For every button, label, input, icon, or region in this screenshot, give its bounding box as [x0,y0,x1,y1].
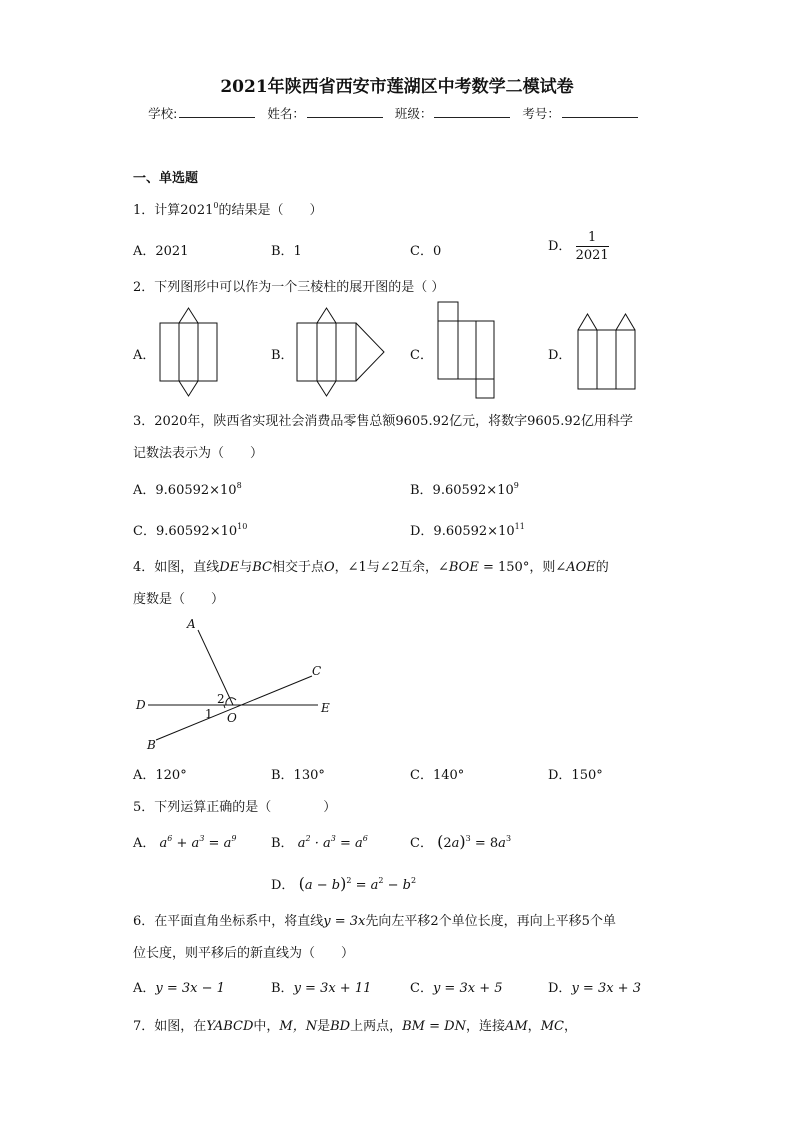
q4-line-bc: BC [252,560,272,575]
question-7-stem [133,1015,577,1034]
q4-angle-figure [130,612,350,752]
q5-option-b-expression: $a^2 \cdot a^3 = a^6$ [297,834,368,851]
q5-option-a-label: A． [133,836,156,851]
q4-option-b[interactable]: B．130° [271,768,325,783]
q4-option-a[interactable]: A．120° [133,768,187,783]
q2-net-figure-d [570,306,642,396]
q2-option-d-label[interactable]: D． [548,348,572,363]
student-info-line [0,104,794,122]
school-blank[interactable] [179,106,255,118]
q7-points-mn: M，N [279,1019,318,1034]
label-d: D [136,698,146,712]
q4-text-3: 相交于点 [271,560,324,575]
question-5-stem: 5．下列运算正确的是（ ） [133,800,337,815]
school-label: 学校: [148,106,178,121]
q6-option-c-label: C． [410,981,433,996]
q1-option-d[interactable] [548,229,609,264]
q7-text-6: ， [527,1019,541,1034]
q1-stem-prefix: 1．计算2021 [133,203,214,218]
q4-angle-aoe: AOE [566,560,596,575]
q3-option-a[interactable] [133,479,242,498]
q4-text-6: 的 [595,560,609,575]
q5-option-c-expression: $(2a)^3 = 8a^3$ [437,832,512,851]
q7-segment-am: AM [504,1019,528,1034]
label-b: B [147,738,156,752]
q7-segment-bd: BD [330,1019,351,1034]
q6-option-b-label: B． [271,981,294,996]
q3-option-c-exponent: 10 [237,522,248,531]
q4-text-2: 与 [239,560,253,575]
q5-option-d-label: D． [271,878,295,893]
q1-option-b[interactable]: B．1 [271,244,302,259]
q4-option-d[interactable]: D．150° [548,768,603,783]
q3-option-d-text: D．9.60592×10 [410,524,515,539]
q7-segment-mc: MC [540,1019,564,1034]
fraction-numerator: 1 [576,229,609,247]
q6-option-c-expression: y = 3x + 5 [432,981,503,996]
label-angle-1: 1 [205,707,213,721]
exam-no-label: 考号： [522,106,560,121]
exam-no-blank[interactable] [562,106,638,118]
question-1-stem [133,199,322,218]
name-blank[interactable] [307,106,383,118]
q2-net-figure-b [290,300,390,400]
label-c: C [312,664,322,678]
q6-option-d-label: D． [548,981,572,996]
q5-option-c[interactable] [410,832,511,851]
question-4-stem-line2: 度数是（ ） [133,592,225,607]
q3-option-d[interactable] [410,520,525,539]
q6-text-2: 先向左平移2个单位长度，再向上平移5个单 [365,914,616,929]
q4-line-de: DE [219,560,240,575]
q3-option-b-exponent: 9 [513,481,519,490]
q7-text-7: ， [563,1019,577,1034]
label-e: E [321,701,330,715]
question-4-stem-line1 [133,556,609,575]
q2-option-b-label[interactable]: B． [271,348,294,363]
q5-option-d-expression: $(a - b)^2 = a^2 - b^2$ [298,874,417,893]
q6-option-b-expression: y = 3x + 11 [293,981,372,996]
q2-option-c-label[interactable]: C． [410,348,433,363]
question-2-stem: 2．下列图形中可以作为一个三棱柱的展开图的是（ ） [133,280,445,295]
question-3-stem-line1: 3．2020年，陕西省实现社会消费品零售总额9605.92亿元，将数字9605.92亿用科学 [133,414,633,429]
q1-exponent: 0 [213,201,219,210]
q2-option-a-label[interactable]: A． [133,348,156,363]
q7-text-4: 上两点， [350,1019,403,1034]
q2-net-figure-a [150,300,230,400]
q7-text-3: 是 [317,1019,331,1034]
q5-option-b[interactable] [271,832,368,851]
q6-equation: y = 3x [323,914,366,929]
label-a: A [187,617,196,631]
class-blank[interactable] [434,106,510,118]
q1-stem-suffix: 的结果是（ ） [218,203,323,218]
q2-net-figure-c [430,298,500,402]
name-label: 姓名： [267,106,305,121]
q1-option-c[interactable]: C．0 [410,244,442,259]
q1-option-d-label: D． [548,239,572,254]
question-6-stem-line2: 位长度，则平移后的新直线为（ ） [133,946,355,961]
q5-option-a-expression: $a^6 + a^3 = a^9$ [159,834,237,851]
q6-option-a-label: A． [133,981,156,996]
q6-option-d-expression: y = 3x + 3 [571,981,641,996]
class-label: 班级： [394,106,433,121]
q5-option-d[interactable] [271,874,416,893]
q3-option-d-exponent: 11 [514,522,525,531]
q7-text-1: 7．如图，在 [133,1019,207,1034]
q3-option-a-text: A．9.60592×10 [133,483,237,498]
q3-option-a-exponent: 8 [236,481,242,490]
page-title: 2021年陕西省西安市莲湖区中考数学二模试卷 [220,77,574,97]
q7-text-5: ，连接 [465,1019,505,1034]
q3-option-c-text: C．9.60592×10 [133,524,238,539]
q1-option-d-fraction [576,229,609,264]
q4-option-c[interactable]: C．140° [410,768,465,783]
q7-equation: BM = DN [402,1019,466,1034]
q5-option-c-label: C． [410,836,433,851]
question-3-stem-line2: 记数法表示为（ ） [133,446,264,461]
q3-option-b-text: B．9.60592×10 [410,483,514,498]
q7-text-2: 中， [253,1019,280,1034]
section-heading: 一、单选题 [133,171,199,186]
q6-option-d[interactable] [548,977,641,996]
label-angle-2: 2 [217,692,225,706]
q4-point-o: O [323,560,335,575]
q7-parallelogram: YABCD [206,1019,254,1034]
q6-option-b[interactable] [271,977,371,996]
q5-option-a[interactable] [133,832,236,851]
q4-text-1: 4．如图，直线 [133,560,220,575]
q3-option-b[interactable] [410,479,519,498]
q3-option-c[interactable] [133,520,247,539]
question-6-stem-line1 [133,910,616,929]
fraction-denominator: 2021 [575,248,609,263]
q4-text-5: = 150°，则∠ [478,560,567,575]
q5-option-b-label: B． [271,836,294,851]
q6-option-c[interactable] [410,977,503,996]
q1-option-a[interactable]: A．2021 [133,244,189,259]
q6-option-a-expression: y = 3x − 1 [155,981,225,996]
q6-option-a[interactable] [133,977,225,996]
label-o: O [227,711,237,725]
q4-text-4: ，∠1与∠2互余，∠ [334,560,449,575]
q4-angle-boe: BOE [448,560,479,575]
q6-text-1: 6．在平面直角坐标系中，将直线 [133,914,324,929]
